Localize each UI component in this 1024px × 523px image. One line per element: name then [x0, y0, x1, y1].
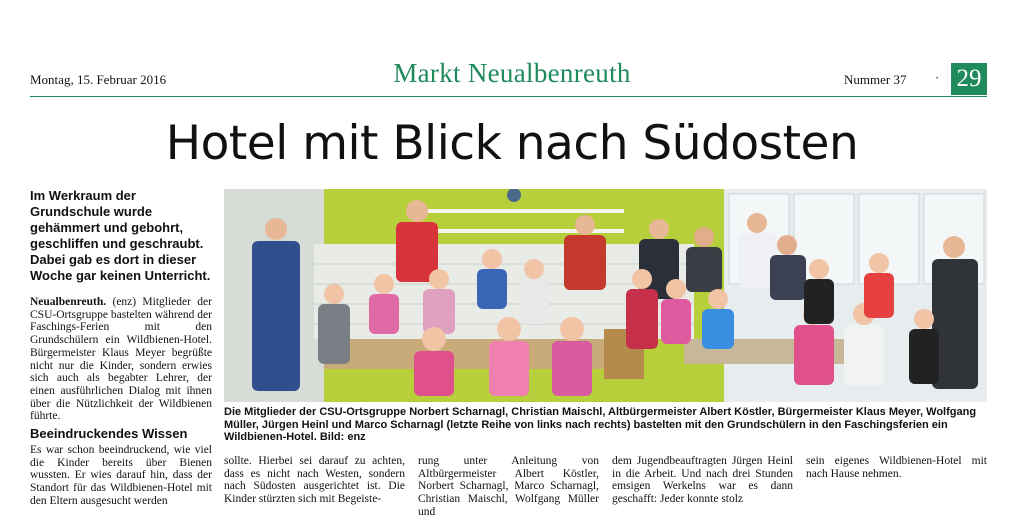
column-4-text: dem Jugendbeauftragten Jürgen Heinl in die Arbeit. Und nach drei Stunden emsigen Werkelns war es dann geschafft: Jeder konnte stolz — [612, 455, 793, 506]
issue-number: Nummer 37 — [844, 72, 907, 87]
column-3-text: rung unter Anleitung von Altbürgermeister Albert Köstler, Norbert Scharnagl, Marco Scharnagl, Christian Maischl, Wolfgang Müller und — [418, 455, 599, 518]
headline: Hotel mit Blick nach Südosten — [165, 116, 859, 171]
group-photo — [224, 189, 987, 402]
photo-illustration — [224, 189, 987, 402]
subheading: Beeindruckendes Wissen — [30, 426, 188, 441]
column-2-text: sollte. Hierbei sei darauf zu achten, dass es nicht nach Westen, sondern nach Südosten ausgerichtet ist. Die Kinder stürzten sich mit Begeiste- — [224, 455, 405, 506]
dateline: Neualbenreuth. — [30, 296, 107, 308]
header-rule — [30, 96, 987, 97]
column-1-text: Es war schon beeindruckend, wie viel die Kinder bereits über Bienen wussten. Er wies darauf hin, dass der Standort für das Wildbienen-Hotel mit den Eltern ausgesucht werden — [30, 444, 212, 507]
issue-date: Montag, 15. Februar 2016 — [30, 72, 167, 87]
column-5-text: sein eigenes Wildbienen-Hotel mit nach Hause nehmen. — [806, 455, 987, 480]
intro-paragraph — [30, 296, 212, 423]
photo-caption: Die Mitglieder der CSU-Ortsgruppe Norbert Scharnagl, Christian Maischl, Altbürgermeister Albert Köstler, Bürgermeister Klaus Meyer, Wolfgang Müller, Jürgen Heinl und Marco Scharnagl (letzte Reihe von links nach rechts) bastelten mit den Grundschülern in den Faschingsferien ein Wildbienen-Hotel. Bild: enz — [224, 406, 977, 443]
lead-paragraph: Im Werkraum der Grundschule wurde gehämmert und gebohrt, geschliffen und geschraubt. Dabei gab es dort in dieser Woche gar keinen Unterricht. — [30, 188, 211, 283]
section-title: Markt Neualbenreuth — [393, 58, 631, 88]
separator-dot: · — [935, 70, 940, 85]
page-number: 29 — [951, 63, 987, 95]
intro-text: (enz) Mitglieder der CSU-Ortsgruppe bastelten während der Faschings-Ferien mit den Grundschülern ein Wildbienen-Hotel. Bürgermeister Klaus Meyer begrüßte nicht nur die Kinder, sondern erwies sich auch als begabter Lehrer, der einen ausführlichen Dialog mit ihnen über die Nützlichkeit der Wildbienen führte. — [30, 296, 212, 423]
